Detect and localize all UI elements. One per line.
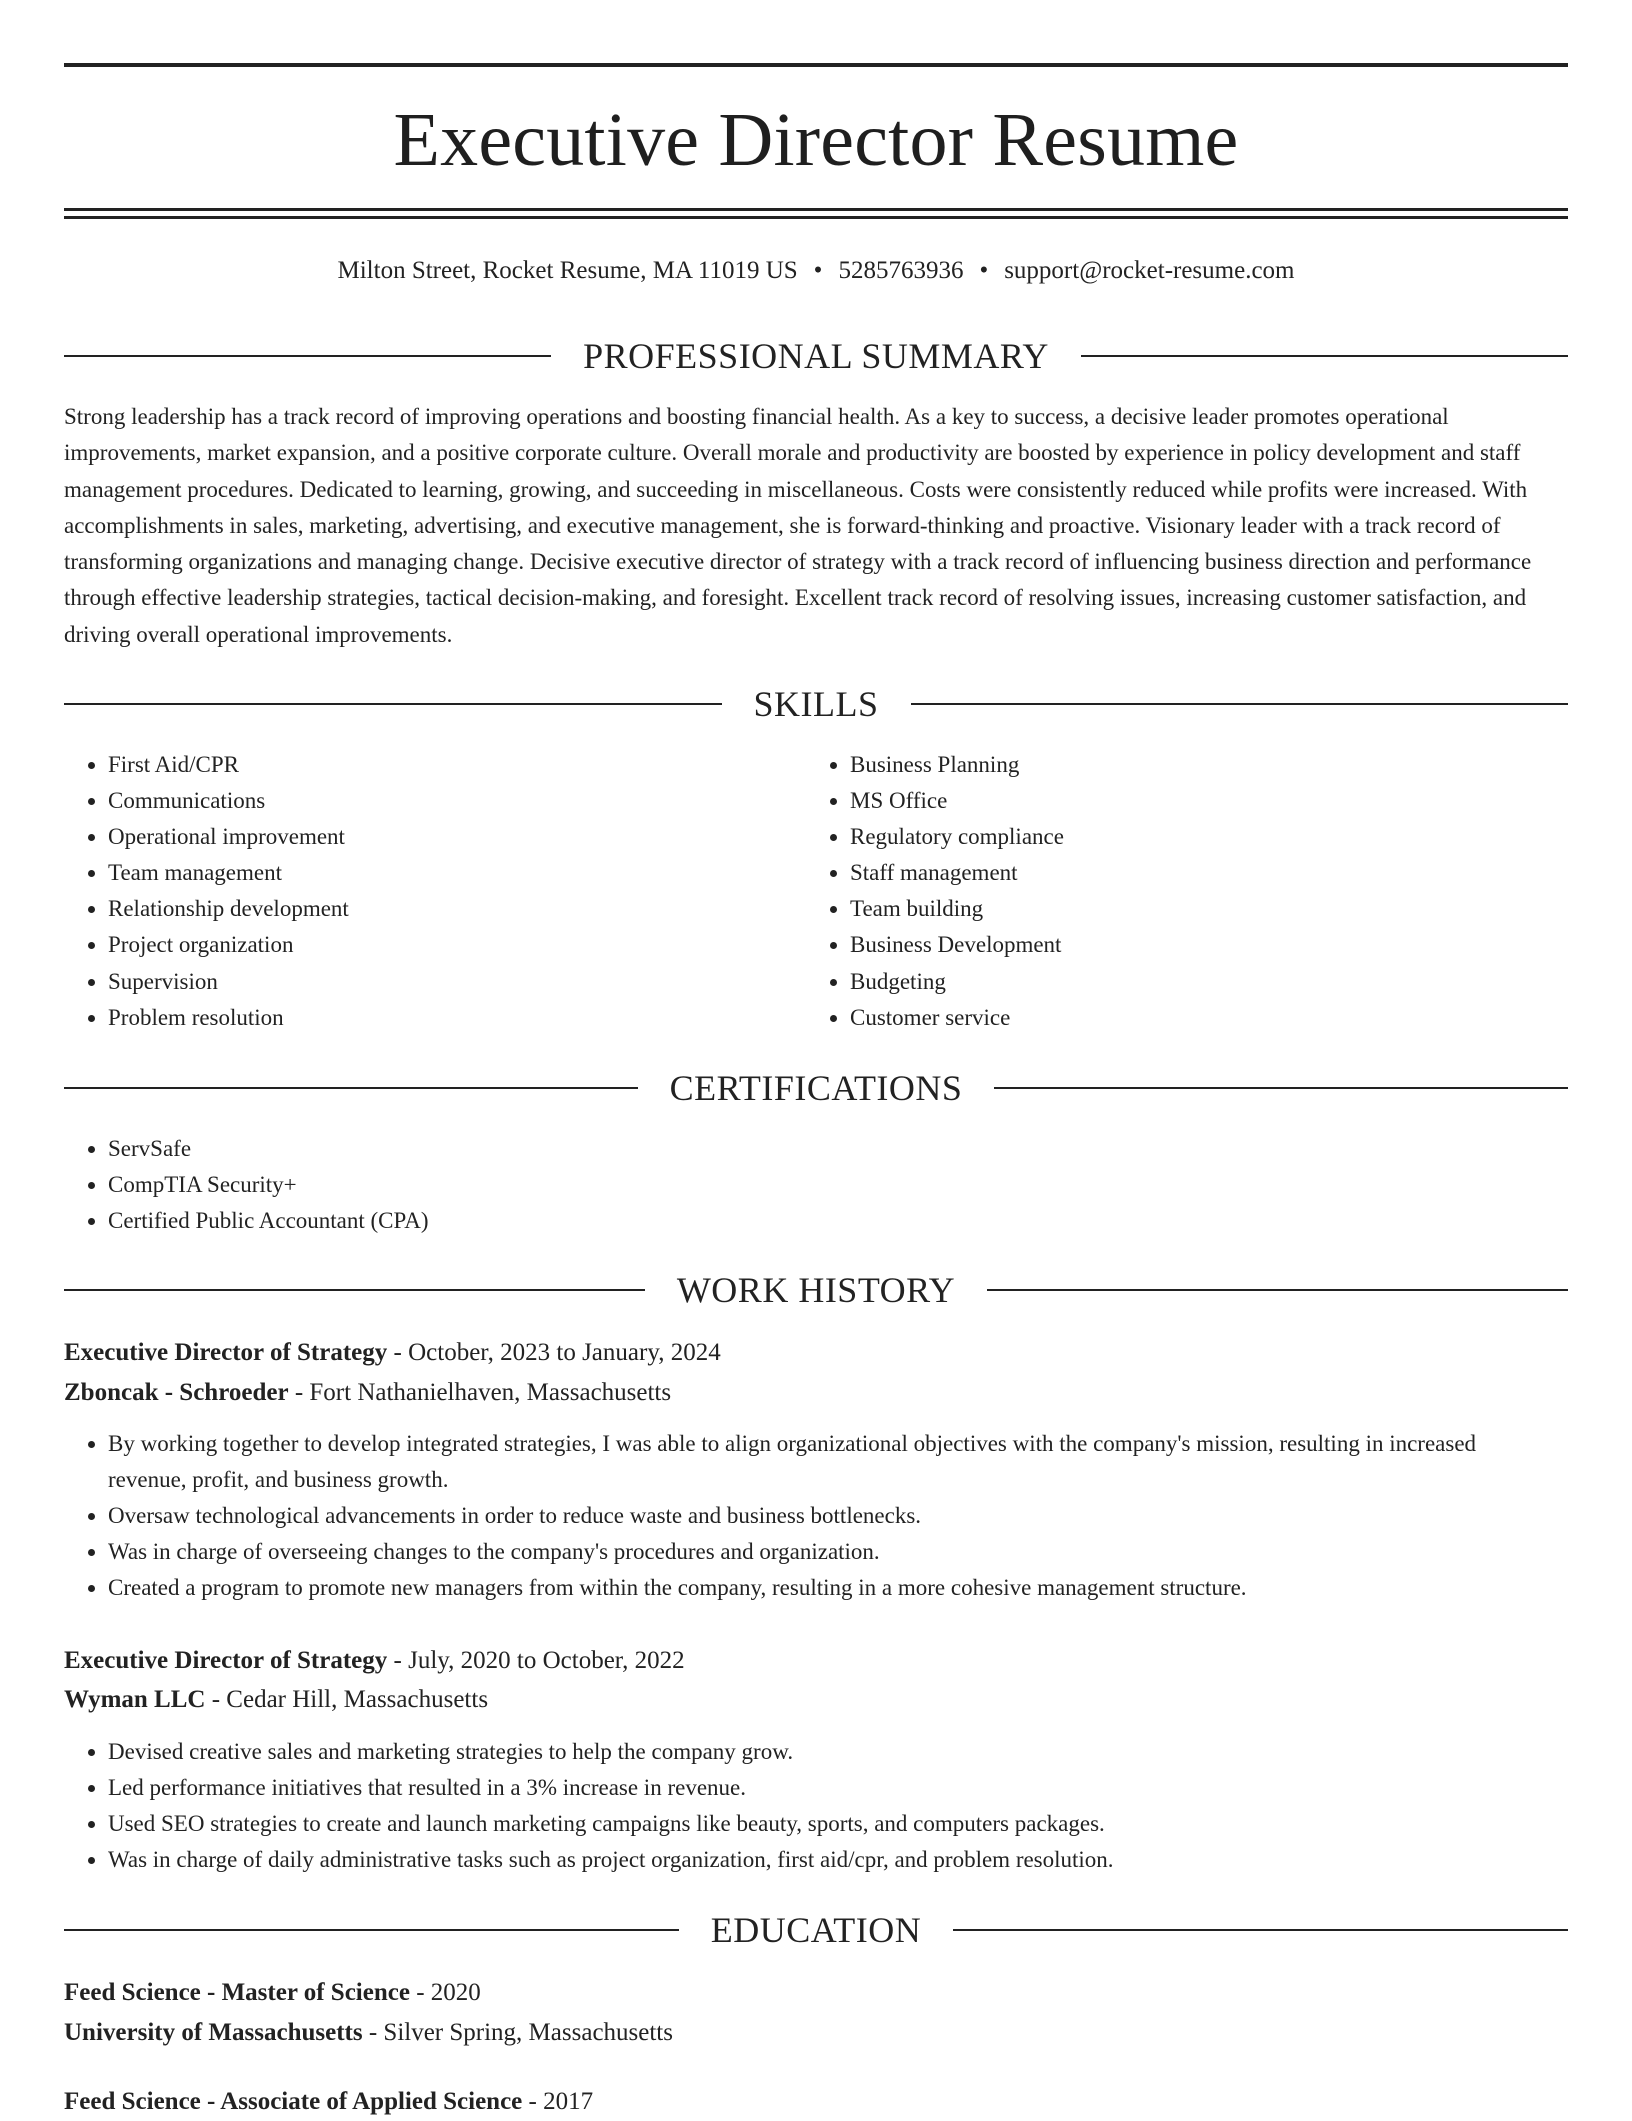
education-year: - 2020: [409, 1979, 481, 2006]
resume-title: Executive Director Resume: [393, 98, 1239, 182]
summary-heading-label: PROFESSIONAL SUMMARY: [583, 336, 1049, 376]
job-company: Zboncak - Schroeder: [64, 1379, 289, 1406]
education-school: University of Massachusetts: [64, 2019, 363, 2046]
education-degree: Feed Science - Associate of Applied Science: [64, 2088, 523, 2115]
divider-line: [911, 703, 1569, 705]
divider-line: [64, 703, 722, 705]
job-location: - Fort Nathanielhaven, Massachusetts: [288, 1379, 672, 1406]
skill-item: • Communications: [108, 783, 788, 819]
job-bullet: • Oversaw technological advancements in order to reduce waste and business bottlenecks.: [108, 1498, 1548, 1534]
job-title: Executive Director of Strategy: [64, 1339, 388, 1366]
divider-line: [1081, 355, 1568, 357]
skills-list-left: [64, 747, 788, 1036]
education-heading: [64, 1907, 1568, 1953]
skill-item: • Supervision: [108, 964, 788, 1000]
education-degree: Feed Science - Master of Science: [64, 1979, 410, 2006]
divider-line: [64, 1289, 645, 1291]
job-title: Executive Director of Strategy: [64, 1647, 388, 1674]
title-double-rule: [64, 208, 1568, 219]
contact-address: Milton Street, Rocket Resume, MA 11019 US: [337, 257, 798, 284]
skills-heading: [64, 681, 1568, 727]
divider-line: [64, 355, 551, 357]
skill-item: • MS Office: [850, 783, 1550, 819]
job-bullet: • Devised creative sales and marketing strategies to help the company grow.: [108, 1734, 1548, 1770]
education-school-line: [64, 2014, 1568, 2052]
skill-item: • Staff management: [850, 855, 1550, 891]
certifications-heading: [64, 1065, 1568, 1111]
skills-list-right: [806, 747, 1550, 1036]
top-rule: [64, 63, 1568, 67]
job-company: Wyman LLC: [64, 1686, 206, 1713]
education-year: - 2017: [522, 2088, 594, 2115]
divider-line: [994, 1087, 1568, 1089]
divider-line: [64, 1929, 679, 1931]
skill-item: • Team management: [108, 855, 788, 891]
job-location: - Cedar Hill, Massachusetts: [205, 1686, 489, 1713]
contact-phone: 5285763936: [838, 257, 964, 284]
skill-item: • Project organization: [108, 927, 788, 963]
job-company-line: [64, 1681, 1568, 1719]
skill-item: • Regulatory compliance: [850, 819, 1550, 855]
job-bullet: • Was in charge of daily administrative tasks such as project organization, first aid/cpr, and problem resolution.: [108, 1842, 1548, 1878]
certification-item: • ServSafe: [108, 1131, 1548, 1167]
certifications-heading-label: CERTIFICATIONS: [669, 1068, 963, 1108]
job-dates: - July, 2020 to October, 2022: [387, 1647, 685, 1674]
divider-line: [64, 1087, 638, 1089]
skill-item: • Business Development: [850, 927, 1550, 963]
job-bullets: [64, 1734, 1548, 1878]
divider-line: [987, 1289, 1568, 1291]
summary-heading: [64, 333, 1568, 379]
contact-line: [64, 254, 1568, 288]
skill-item: • Operational improvement: [108, 819, 788, 855]
skill-item: • Problem resolution: [108, 1000, 788, 1036]
certification-item: • Certified Public Accountant (CPA): [108, 1203, 1548, 1239]
job-bullet: • Was in charge of overseeing changes to the company's procedures and organization.: [108, 1534, 1548, 1570]
job-bullet: • By working together to develop integrated strategies, I was able to align organizational objectives with the company's mission, resulting in increased revenue, profit, and business growth.: [108, 1426, 1548, 1498]
education-degree-line: [64, 2083, 1568, 2121]
certification-item: • CompTIA Security+: [108, 1167, 1548, 1203]
certifications-list: [64, 1131, 1548, 1239]
work-heading-label: WORK HISTORY: [676, 1270, 956, 1310]
skill-item: • Business Planning: [850, 747, 1550, 783]
skill-item: • First Aid/CPR: [108, 747, 788, 783]
job-title-line: [64, 1642, 1568, 1680]
skill-item: • Budgeting: [850, 964, 1550, 1000]
skill-item: • Relationship development: [108, 891, 788, 927]
contact-separator: •: [979, 257, 989, 284]
education-heading-label: EDUCATION: [710, 1910, 922, 1950]
summary-text: Strong leadership has a track record of improving operations and boosting financial health. As a key to success, a decisive leader promotes operational improvements, market expansion, and a positive corporate culture. Overall morale and productivity are boosted by experience in policy development and staff management procedures. Dedicated to learning, growing, and succeeding in miscellaneous. Costs were consistently reduced while profits were increased. With accomplishments in sales, marketing, advertising, and executive management, she is forward-thinking and proactive. Visionary leader with a track record of transforming organizations and managing change. Decisive executive director of strategy with a track record of influencing business direction and performance through effective leadership strategies, tactical decision-making, and foresight. Excellent track record of resolving issues, increasing customer satisfaction, and driving overall operational improvements.: [64, 404, 1532, 647]
contact-email: support@rocket-resume.com: [1004, 257, 1295, 284]
education-degree-line: [64, 1974, 1568, 2012]
job-dates: - October, 2023 to January, 2024: [387, 1339, 721, 1366]
skill-item: • Team building: [850, 891, 1550, 927]
work-heading: [64, 1267, 1568, 1313]
divider-line: [953, 1929, 1568, 1931]
skills-heading-label: SKILLS: [753, 684, 879, 724]
job-bullet: • Used SEO strategies to create and launch marketing campaigns like beauty, sports, and computers packages.: [108, 1806, 1548, 1842]
skill-item: • Customer service: [850, 1000, 1550, 1036]
job-company-line: [64, 1374, 1568, 1412]
job-bullet: • Led performance initiatives that resulted in a 3% increase in revenue.: [108, 1770, 1548, 1806]
job-bullet: • Created a program to promote new managers from within the company, resulting in a more cohesive management structure.: [108, 1570, 1548, 1606]
contact-separator: •: [813, 257, 823, 284]
education-location: - Silver Spring, Massachusetts: [362, 2019, 673, 2046]
job-bullets: [64, 1426, 1548, 1606]
job-title-line: [64, 1334, 1568, 1372]
